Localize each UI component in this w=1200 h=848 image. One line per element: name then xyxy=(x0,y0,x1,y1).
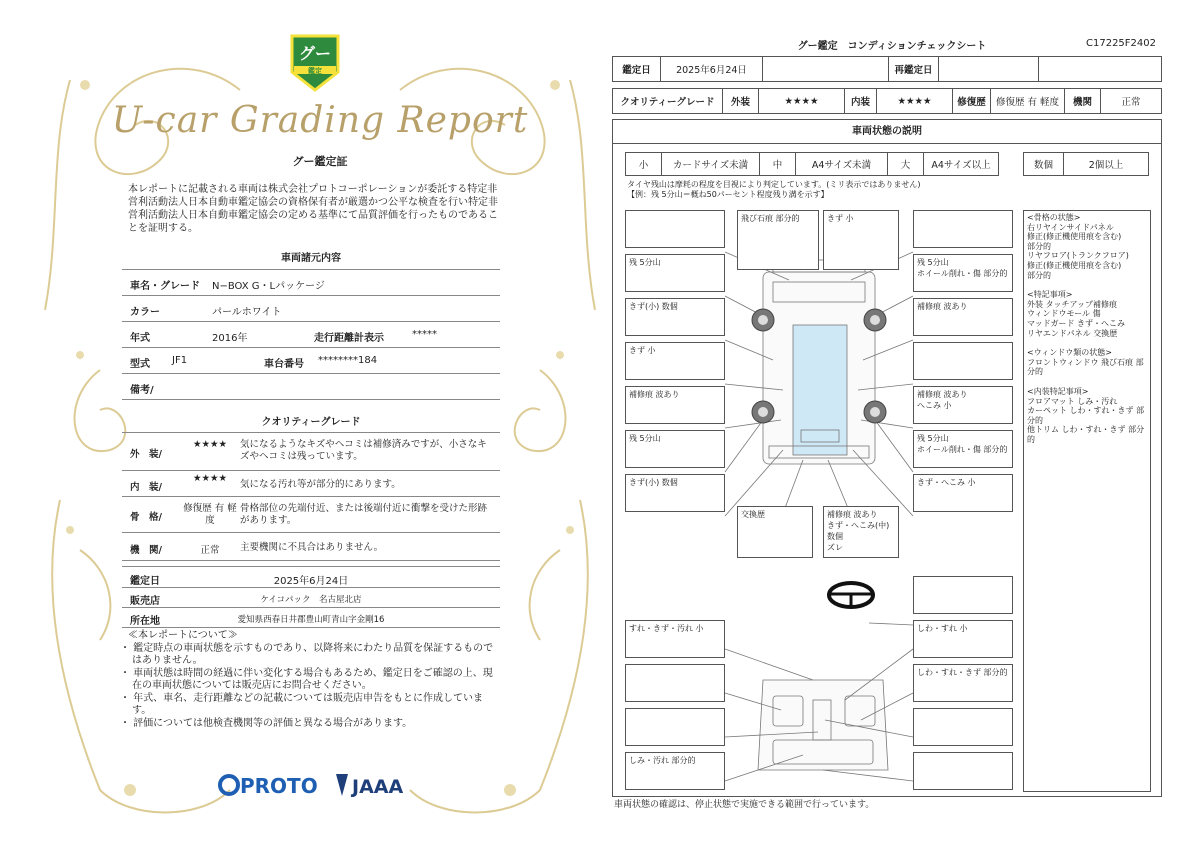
star-rating: ★★★★ xyxy=(877,89,953,113)
legend-key: 大 xyxy=(888,153,924,175)
sheet-code: C17225F2402 xyxy=(1086,38,1156,49)
quality-label: 骨 格/ xyxy=(130,512,162,523)
brand-logos xyxy=(218,770,418,800)
condition-box: すれ・きず・汚れ 小 xyxy=(625,620,725,658)
condition-box: 補修痕 波あり へこみ 小 xyxy=(913,386,1013,424)
report-title: U-car Grading Report xyxy=(111,100,529,141)
repair-value: 修復歴 有 軽度 xyxy=(991,89,1065,113)
spec-value: N−BOX G・Lパッケージ xyxy=(212,281,325,292)
spec-label: 備考/ xyxy=(130,385,154,396)
appraisal-label: 販売店 xyxy=(130,596,160,607)
engine-value: 正常 xyxy=(1121,97,1141,108)
legend-desc: A4サイズ以上 xyxy=(931,160,991,171)
note-line: 外装 タッチアップ補修痕 xyxy=(1027,299,1117,309)
grading-certificate xyxy=(40,30,600,830)
quality-row-frame xyxy=(122,497,500,533)
note-item: ・ 車両状態は時間の経過に伴い変化する場合もあるため、鑑定日をご確認の上、現在の車両状態については販売店にお問合せください。 xyxy=(120,667,493,691)
sheet-footer: 車両状態の確認は、停止状態で実施できる範囲で行っています。 xyxy=(614,800,875,810)
condition-box xyxy=(913,342,1013,380)
note-line: ウィンドウモール 傷 xyxy=(1027,309,1101,319)
spec-value: JF1 xyxy=(172,355,188,366)
condition-box: 補修痕 波あり xyxy=(625,386,725,424)
appraisal-date: 2025年6月24日 xyxy=(661,57,763,81)
note-line: フロアマット しみ・汚れ xyxy=(1027,396,1118,406)
condition-box xyxy=(913,752,1013,790)
quality-label: 機 関/ xyxy=(130,545,162,556)
legend-key: 中 xyxy=(760,153,796,175)
condition-box: きず 小 xyxy=(625,342,725,380)
star-rating: ★★★★ xyxy=(759,89,845,113)
condition-box xyxy=(913,708,1013,746)
spec-label: 年式 xyxy=(130,333,150,344)
spec-label: 車名・グレード xyxy=(130,281,200,292)
notes-title: ≪本レポートについて≫ xyxy=(128,630,238,641)
certificate-title: グー鑑定証 xyxy=(292,155,348,168)
spec-label: カラー xyxy=(130,307,160,318)
note-line: 部分的 xyxy=(1027,241,1051,251)
condition-box: 残 5分山 xyxy=(625,430,725,468)
condition-box: 残 5分山 ホイール削れ・傷 部分的 xyxy=(913,430,1013,468)
legend-key: 小 xyxy=(626,153,662,175)
note-line: 右リヤインサイドパネル xyxy=(1027,222,1114,232)
quality-label: 内 装/ xyxy=(130,482,162,493)
note-line: カーペット しわ・すれ・きず 部分的 xyxy=(1027,406,1145,425)
note-line: 部分的 xyxy=(1027,270,1051,280)
reappraisal-date xyxy=(939,57,1039,81)
count-legend xyxy=(1023,152,1149,176)
spec-value: ********184 xyxy=(318,355,378,366)
condition-box: 残 5分山 ホイール削れ・傷 部分的 xyxy=(913,254,1013,292)
spec-value: ***** xyxy=(412,329,437,340)
quality-heading: クオリティーグレード xyxy=(261,417,361,428)
condition-box: 補修痕 波あり きず・へこみ(中) 数個 ズレ xyxy=(823,506,899,558)
quality-value: 正常 xyxy=(200,545,220,556)
star-rating: ★★★★ xyxy=(192,439,228,450)
notes-panel xyxy=(1023,210,1151,792)
note-line: 修正(修正機使用痕を含む) xyxy=(1027,232,1122,242)
badge-sub-text: 鑑定 xyxy=(308,67,322,75)
window-title: <ウィンドウ類の状態> xyxy=(1027,348,1112,358)
cell-label: 鑑定日 xyxy=(613,57,661,81)
cell-label: クオリティーグレード xyxy=(613,89,723,113)
interior-title: <内装特記事項> xyxy=(1027,386,1089,396)
condition-box: 交換歴 xyxy=(737,506,813,558)
condition-box: 飛び石痕 部分的 xyxy=(737,210,819,270)
spec-label: 車台番号 xyxy=(264,359,304,370)
cell-label: 内装 xyxy=(845,89,877,113)
note-item: ・ 年式、車名、走行距離などの記載については販売店申告をもとに作成しています。 xyxy=(120,692,483,716)
quality-value: 修復歴 有 軽度 xyxy=(183,503,237,526)
note-item: ・ 鑑定時点の車両状態を示すものであり、以降将来にわたり品質を保証するものではありません。 xyxy=(120,642,494,666)
quality-desc: 骨格部位の先端付近、または後端付近に衝撃を受けた形跡があります。 xyxy=(240,503,488,526)
condition-box xyxy=(625,664,725,702)
condition-box: しわ・すれ・きず 部分的 xyxy=(913,664,1013,702)
quality-desc: 気になる汚れ等が部分的にあります。 xyxy=(240,479,401,490)
certificate-body: 本レポートに記載される車両は株式会社プロトコーポレーションが委託する特定非営利活動法人日本自動車鑑定協会の資格保有者が厳選かつ公平な検査を行い特定非営利活動法人日本自動車鑑定協会の定める基準にて品質評価を行ったものであることを証明する。 xyxy=(128,184,498,234)
legend-key: 数個 xyxy=(1024,153,1064,175)
legend-desc: 2個以上 xyxy=(1088,160,1124,171)
spec-label: 型式 xyxy=(130,359,150,370)
proto-logo-text: PROTO xyxy=(240,774,318,798)
cell-label: 機関 xyxy=(1065,89,1101,113)
condition-box: しみ・汚れ 部分的 xyxy=(625,752,725,790)
legend-desc: カードサイズ未満 xyxy=(662,153,760,175)
condition-box xyxy=(913,210,1013,248)
note-line: 他トリム しわ・すれ・きず 部分的 xyxy=(1027,425,1145,444)
jaaa-logo-text: JAAA xyxy=(352,776,404,798)
appraisal-row-date xyxy=(122,566,500,588)
shop-address: 愛知県西春日井郡豊山町青山字金剛16 xyxy=(237,615,385,625)
special-title: <特記事項> xyxy=(1027,290,1073,300)
steering-wheel-icon xyxy=(829,583,873,607)
badge-text: グー xyxy=(298,44,332,63)
condition-box: しわ・すれ 小 xyxy=(913,620,1013,658)
spec-heading: 車両諸元内容 xyxy=(281,253,341,264)
quality-row-exterior xyxy=(122,433,500,471)
quality-desc: 主要機関に不具合はありません。 xyxy=(240,542,384,553)
legend-desc: A4サイズ未満 xyxy=(796,153,888,175)
cell-label: 修復歴 xyxy=(953,89,991,113)
frame-title: <骨格の状態> xyxy=(1027,213,1081,222)
goo-appraisal-badge-icon xyxy=(288,32,342,94)
condition-check-sheet xyxy=(612,30,1164,820)
tire-note-line: タイヤ残山は摩耗の程度を目視により判定しています。(ミリ表示ではありません) xyxy=(627,180,921,189)
condition-box xyxy=(625,210,725,248)
rear-glass-outline xyxy=(801,430,839,442)
grade-row xyxy=(612,88,1162,114)
cell-empty xyxy=(763,57,889,81)
spec-row-year xyxy=(122,322,500,348)
condition-box: きず 小 xyxy=(823,210,899,270)
note-line: 修正(修正機使用痕を含む) xyxy=(1027,260,1122,270)
appraisal-row-address xyxy=(122,608,500,628)
quality-label: 外 装/ xyxy=(130,449,162,460)
cell-label: 再鑑定日 xyxy=(889,57,939,81)
condition-box xyxy=(913,576,1013,614)
note-item: ・ 評価については他検査機関等の評価と異なる場合があります。 xyxy=(120,717,413,729)
appraisal-label: 鑑定日 xyxy=(130,576,160,587)
condition-box xyxy=(625,708,725,746)
vehicle-state-panel xyxy=(612,119,1162,797)
note-line: リヤエンドパネル 交換歴 xyxy=(1027,328,1118,338)
condition-box: きず・へこみ 小 xyxy=(913,474,1013,512)
appraisal-row-shop xyxy=(122,588,500,608)
note-line: リヤフロア(トランクフロア) xyxy=(1027,251,1129,261)
condition-box: 補修痕 波あり xyxy=(913,298,1013,336)
spec-label: 走行距離計表示 xyxy=(314,333,384,344)
sheet-title: グー鑑定 コンディションチェックシート xyxy=(797,41,987,52)
spec-row-color xyxy=(122,296,500,322)
appraisal-label: 所在地 xyxy=(130,616,160,627)
note-line: フロントウィンドウ 飛び石痕 部分的 xyxy=(1027,357,1144,377)
shop-name: ケイコパック 名古屋北店 xyxy=(260,595,362,605)
date-row xyxy=(612,56,1162,82)
spec-row-model xyxy=(122,348,500,374)
star-rating: ★★★★ xyxy=(192,473,228,484)
state-heading: 車両状態の説明 xyxy=(613,120,1161,144)
proto-logo-icon xyxy=(220,776,238,794)
quality-row-interior xyxy=(122,471,500,497)
spec-value: パールホワイト xyxy=(212,307,282,318)
spec-row-note xyxy=(122,374,500,400)
spec-value: 2016年 xyxy=(212,333,248,344)
appraisal-date: 2025年6月24日 xyxy=(273,576,349,587)
tire-note-line: 【例：残 5分山＝概ね50パーセント程度残り溝を示す】 xyxy=(627,190,829,199)
condition-box: きず(小) 数個 xyxy=(625,298,725,336)
quality-row-engine xyxy=(122,533,500,561)
condition-box: きず(小) 数個 xyxy=(625,474,725,512)
quality-desc: 気になるようなキズやヘコミは補修済みですが、小さなキズやヘコミは残っています。 xyxy=(240,439,487,462)
condition-box: 残 5分山 xyxy=(625,254,725,292)
note-line: マッドガード きず・へこみ xyxy=(1027,318,1125,328)
jaaa-logo-icon xyxy=(336,774,348,796)
cell-label: 外装 xyxy=(723,89,759,113)
spec-row-name xyxy=(122,270,500,296)
report-notes xyxy=(120,630,500,730)
